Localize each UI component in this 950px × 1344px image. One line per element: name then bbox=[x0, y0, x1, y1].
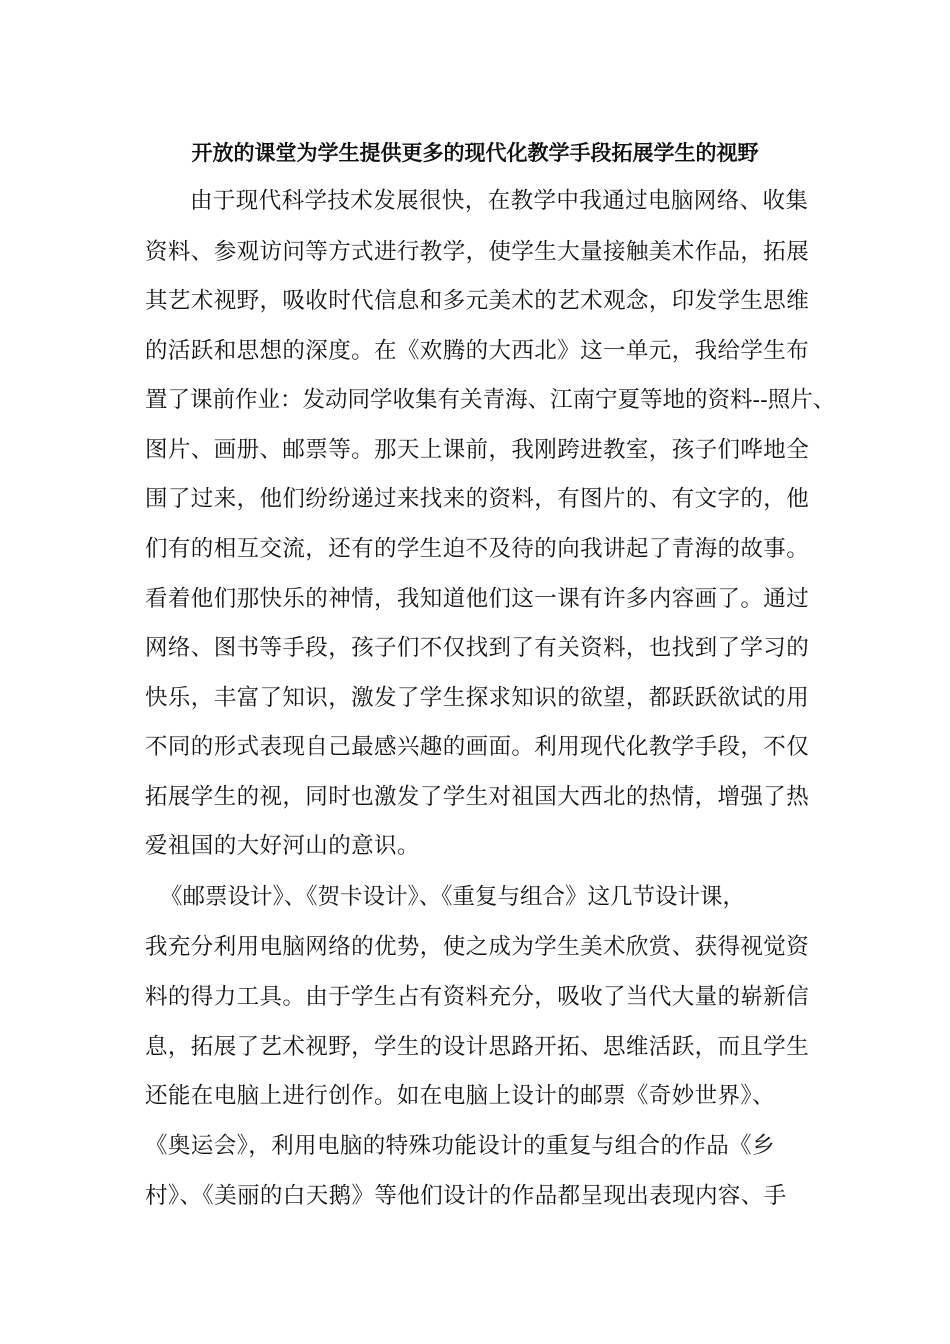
paragraph-line: 资料、参观访问等方式进行教学，使学生大量接触美术作品，拓展 bbox=[145, 239, 810, 265]
page-title: 开放的课堂为学生提供更多的现代化教学手段拓展学生的视野 bbox=[191, 140, 759, 165]
paragraph-line: 料的得力工具。由于学生占有资料充分，吸收了当代大量的崭新信 bbox=[145, 984, 810, 1010]
paragraph-line: 我充分利用电脑网络的优势，使之成为学生美术欣赏、获得视觉资 bbox=[145, 934, 810, 960]
paragraph-line: 图片、画册、邮票等。那天上课前，我刚跨进教室，孩子们哗地全 bbox=[145, 437, 810, 463]
paragraph-line: 置了课前作业：发动同学收集有关青海、江南宁夏等地的资料--照片、 bbox=[145, 387, 836, 413]
paragraph-line: 《邮票设计》、《贺卡设计》、《重复与组合》这几节设计课， bbox=[160, 884, 746, 910]
paragraph-line: 不同的形式表现自己最感兴趣的画面。利用现代化教学手段，不仅 bbox=[145, 734, 810, 760]
paragraph-line: 村》、《美丽的白天鹅》等他们设计的作品都呈现出表现内容、手 bbox=[145, 1183, 787, 1209]
paragraph-line: 网络、图书等手段，孩子们不仅找到了有关资料，也找到了学习的 bbox=[145, 635, 810, 661]
paragraph-line: 们有的相互交流，还有的学生迫不及待的向我讲起了青海的故事。 bbox=[145, 536, 810, 562]
paragraph-line: 围了过来，他们纷纷递过来找来的资料，有图片的、有文字的，他 bbox=[145, 486, 810, 512]
paragraph-line: 快乐，丰富了知识，激发了学生探求知识的欲望，都跃跃欲试的用 bbox=[145, 685, 810, 711]
paragraph-line: 息，拓展了艺术视野，学生的设计思路开拓、思维活跃，而且学生 bbox=[145, 1034, 810, 1060]
paragraph-line: 其艺术视野，吸收时代信息和多元美术的艺术观念，印发学生思维 bbox=[145, 288, 810, 314]
paragraph-line: 爱祖国的大好河山的意识。 bbox=[145, 833, 420, 859]
paragraph-line: 由于现代科学技术发展很快，在教学中我通过电脑网络、收集 bbox=[190, 188, 809, 214]
paragraph-line: 《奥运会》，利用电脑的特殊功能设计的重复与组合的作品《乡 bbox=[145, 1133, 775, 1159]
paragraph-line: 还能在电脑上进行创作。如在电脑上设计的邮票《奇妙世界》、 bbox=[145, 1083, 775, 1109]
paragraph-line: 拓展学生的视，同时也激发了学生对祖国大西北的热情，增强了热 bbox=[145, 784, 810, 810]
paragraph-line: 的活跃和思想的深度。在《欢腾的大西北》这一单元，我给学生布 bbox=[145, 338, 810, 364]
paragraph-line: 看着他们那快乐的神情，我知道他们这一课有许多内容画了。通过 bbox=[145, 586, 810, 612]
